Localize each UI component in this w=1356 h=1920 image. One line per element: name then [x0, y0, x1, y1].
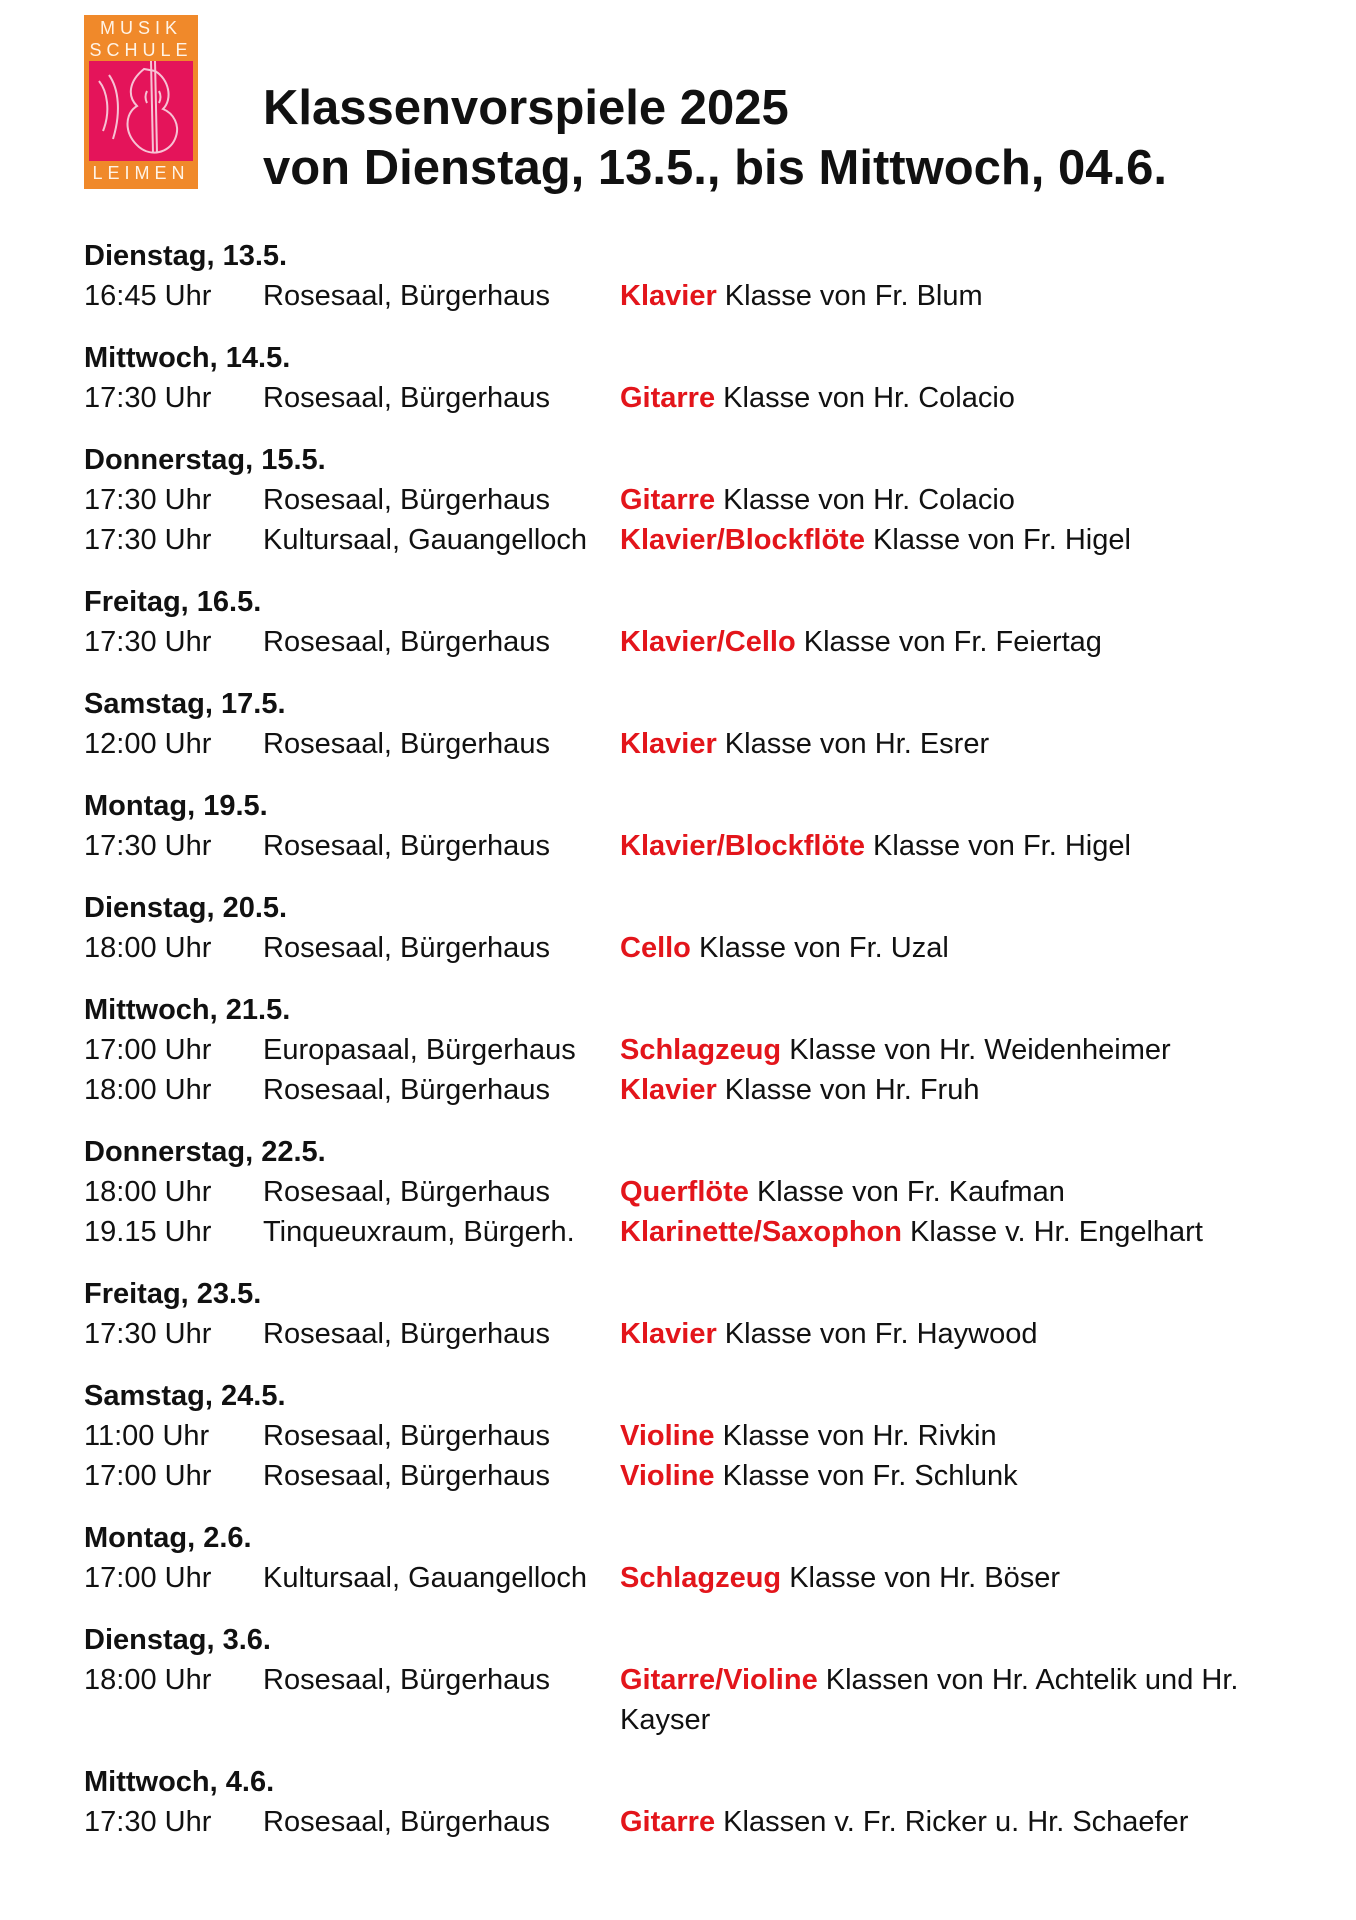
- violin-icon: [89, 61, 193, 161]
- event-row: [84, 480, 1324, 520]
- event-venue: Rosesaal, Bürgerhaus: [263, 1806, 550, 1838]
- page-title: [263, 78, 1167, 198]
- day-block: [84, 990, 1324, 1110]
- day-heading: Montag, 2.6.: [84, 1522, 252, 1554]
- event-class: [620, 276, 1324, 316]
- event-row: [84, 826, 1324, 866]
- logo-text-leimen: LEIMEN: [92, 163, 190, 183]
- event-teacher: Klasse von Fr. Feiertag: [795, 626, 1102, 658]
- event-teacher: Klasse von Fr. Higel: [864, 524, 1131, 556]
- event-instrument: Gitarre: [620, 1806, 716, 1838]
- event-instrument: Violine: [620, 1460, 715, 1492]
- event-class: [620, 724, 1324, 764]
- event-instrument: Klavier: [620, 728, 717, 760]
- event-venue: Rosesaal, Bürgerhaus: [263, 626, 550, 658]
- event-row: [84, 1416, 1324, 1456]
- day-block: [84, 684, 1324, 764]
- event-teacher: Klasse von Hr. Böser: [781, 1562, 1060, 1594]
- event-class: [620, 1172, 1324, 1212]
- event-venue: Kultursaal, Gauangelloch: [263, 524, 588, 556]
- event-time: 18:00 Uhr: [84, 1664, 212, 1696]
- musikschule-logo: [84, 15, 198, 189]
- day-block: [84, 786, 1324, 866]
- event-time: 17:30 Uhr: [84, 484, 212, 516]
- event-class: [620, 1802, 1324, 1842]
- event-time: 17:30 Uhr: [84, 830, 212, 862]
- event-teacher: Klassen von Hr. Achtelik und Hr. Kayser: [620, 1664, 1239, 1736]
- day-heading: Montag, 19.5.: [84, 790, 268, 822]
- event-row: [84, 276, 1324, 316]
- day-block: [84, 1518, 1324, 1598]
- event-teacher: Klassen v. Fr. Ricker u. Hr. Schaefer: [715, 1806, 1189, 1838]
- day-block: [84, 440, 1324, 560]
- day-heading: Samstag, 24.5.: [84, 1380, 286, 1412]
- event-class: [620, 1456, 1324, 1496]
- event-class: [620, 1314, 1324, 1354]
- event-class: [620, 1030, 1324, 1070]
- event-time: 18:00 Uhr: [84, 932, 212, 964]
- event-instrument: Klavier: [620, 1318, 717, 1350]
- event-instrument: Klavier/Blockflöte: [620, 524, 865, 556]
- event-teacher: Klasse von Fr. Blum: [716, 280, 983, 312]
- event-instrument: Klavier/Cello: [620, 626, 796, 658]
- event-row: [84, 622, 1324, 662]
- day-heading: Mittwoch, 21.5.: [84, 994, 291, 1026]
- event-row: [84, 928, 1324, 968]
- event-row: [84, 724, 1324, 764]
- event-time: 19.15 Uhr: [84, 1216, 212, 1248]
- event-row: [84, 378, 1324, 418]
- day-heading: Donnerstag, 15.5.: [84, 444, 326, 476]
- event-row: [84, 1070, 1324, 1110]
- day-heading: Donnerstag, 22.5.: [84, 1136, 326, 1168]
- event-time: 17:00 Uhr: [84, 1034, 212, 1066]
- event-class: [620, 1558, 1324, 1598]
- event-row: [84, 1456, 1324, 1496]
- day-heading: Freitag, 16.5.: [84, 586, 262, 618]
- event-class: [620, 378, 1324, 418]
- event-instrument: Schlagzeug: [620, 1034, 782, 1066]
- day-block: [84, 338, 1324, 418]
- day-block: [84, 1274, 1324, 1354]
- event-teacher: Klasse von Fr. Higel: [864, 830, 1131, 862]
- event-row: [84, 1172, 1324, 1212]
- event-venue: Europasaal, Bürgerhaus: [263, 1034, 576, 1066]
- event-teacher: Klasse von Fr. Uzal: [690, 932, 949, 964]
- logo-text-musik: MUSIK: [99, 18, 182, 38]
- event-teacher: Klasse von Fr. Kaufman: [748, 1176, 1065, 1208]
- event-class: [620, 928, 1324, 968]
- event-time: 18:00 Uhr: [84, 1074, 212, 1106]
- day-block: [84, 582, 1324, 662]
- event-time: 11:00 Uhr: [84, 1420, 210, 1452]
- event-teacher: Klasse v. Hr. Engelhart: [902, 1216, 1203, 1248]
- event-venue: Rosesaal, Bürgerhaus: [263, 484, 550, 516]
- day-heading: Samstag, 17.5.: [84, 688, 286, 720]
- event-venue: Rosesaal, Bürgerhaus: [263, 932, 550, 964]
- event-venue: Rosesaal, Bürgerhaus: [263, 1460, 550, 1492]
- event-time: 17:00 Uhr: [84, 1460, 212, 1492]
- event-row: [84, 1314, 1324, 1354]
- event-teacher: Klasse von Fr. Schlunk: [714, 1460, 1018, 1492]
- event-instrument: Klavier: [620, 280, 717, 312]
- event-instrument: Cello: [620, 932, 691, 964]
- day-heading: Mittwoch, 4.6.: [84, 1766, 275, 1798]
- event-venue: Tinqueuxraum, Bürgerh.: [263, 1216, 575, 1248]
- event-class: [620, 1212, 1324, 1252]
- event-venue: Rosesaal, Bürgerhaus: [263, 280, 550, 312]
- day-block: [84, 1376, 1324, 1496]
- day-block: [84, 1620, 1324, 1740]
- schedule-list: [84, 236, 1324, 1864]
- day-heading: Dienstag, 20.5.: [84, 892, 288, 924]
- day-heading: Mittwoch, 14.5.: [84, 342, 291, 374]
- event-row: [84, 1212, 1324, 1252]
- event-time: 17:30 Uhr: [84, 1318, 212, 1350]
- event-venue: Rosesaal, Bürgerhaus: [263, 382, 550, 414]
- event-class: [620, 480, 1324, 520]
- event-time: 17:30 Uhr: [84, 524, 212, 556]
- event-venue: Rosesaal, Bürgerhaus: [263, 1176, 550, 1208]
- event-venue: Rosesaal, Bürgerhaus: [263, 1318, 550, 1350]
- day-block: [84, 236, 1324, 316]
- day-heading: Dienstag, 3.6.: [84, 1624, 271, 1656]
- event-time: 17:30 Uhr: [84, 1806, 212, 1838]
- event-instrument: Gitarre: [620, 484, 716, 516]
- event-venue: Rosesaal, Bürgerhaus: [263, 1420, 550, 1452]
- event-teacher: Klasse von Fr. Haywood: [716, 1318, 1038, 1350]
- event-class: [620, 520, 1324, 560]
- event-class: [620, 826, 1324, 866]
- day-heading: Freitag, 23.5.: [84, 1278, 262, 1310]
- event-class: [620, 1070, 1324, 1110]
- event-venue: Rosesaal, Bürgerhaus: [263, 728, 550, 760]
- event-venue: Kultursaal, Gauangelloch: [263, 1562, 588, 1594]
- title-line-1: Klassenvorspiele 2025: [263, 81, 789, 135]
- event-class: [620, 1660, 1324, 1740]
- event-venue: Rosesaal, Bürgerhaus: [263, 1074, 550, 1106]
- event-instrument: Schlagzeug: [620, 1562, 782, 1594]
- day-heading: Dienstag, 13.5.: [84, 240, 288, 272]
- event-instrument: Gitarre: [620, 382, 716, 414]
- event-teacher: Klasse von Hr. Colacio: [715, 484, 1015, 516]
- event-teacher: Klasse von Hr. Weidenheimer: [781, 1034, 1171, 1066]
- event-row: [84, 1802, 1324, 1842]
- event-teacher: Klasse von Hr. Colacio: [715, 382, 1015, 414]
- title-line-2: von Dienstag, 13.5., bis Mittwoch, 04.6.: [263, 141, 1168, 195]
- event-class: [620, 622, 1324, 662]
- event-instrument: Klarinette/Saxophon: [620, 1216, 902, 1248]
- event-teacher: Klasse von Hr. Rivkin: [714, 1420, 997, 1452]
- event-row: [84, 1030, 1324, 1070]
- event-teacher: Klasse von Hr. Esrer: [716, 728, 990, 760]
- event-venue: Rosesaal, Bürgerhaus: [263, 1664, 550, 1696]
- event-instrument: Gitarre/Violine: [620, 1664, 818, 1696]
- event-time: 17:30 Uhr: [84, 382, 212, 414]
- event-teacher: Klasse von Hr. Fruh: [716, 1074, 980, 1106]
- event-instrument: Klavier/Blockflöte: [620, 830, 865, 862]
- event-time: 18:00 Uhr: [84, 1176, 212, 1208]
- logo-text-schule: SCHULE: [89, 40, 193, 60]
- event-row: [84, 1558, 1324, 1598]
- day-block: [84, 1132, 1324, 1252]
- event-row: [84, 520, 1324, 560]
- day-block: [84, 1762, 1324, 1842]
- event-class: [620, 1416, 1324, 1456]
- event-time: 12:00 Uhr: [84, 728, 212, 760]
- event-venue: Rosesaal, Bürgerhaus: [263, 830, 550, 862]
- event-row: [84, 1660, 1324, 1740]
- event-instrument: Violine: [620, 1420, 715, 1452]
- event-instrument: Klavier: [620, 1074, 717, 1106]
- day-block: [84, 888, 1324, 968]
- event-instrument: Querflöte: [620, 1176, 749, 1208]
- event-time: 17:30 Uhr: [84, 626, 212, 658]
- event-time: 16:45 Uhr: [84, 280, 212, 312]
- event-time: 17:00 Uhr: [84, 1562, 212, 1594]
